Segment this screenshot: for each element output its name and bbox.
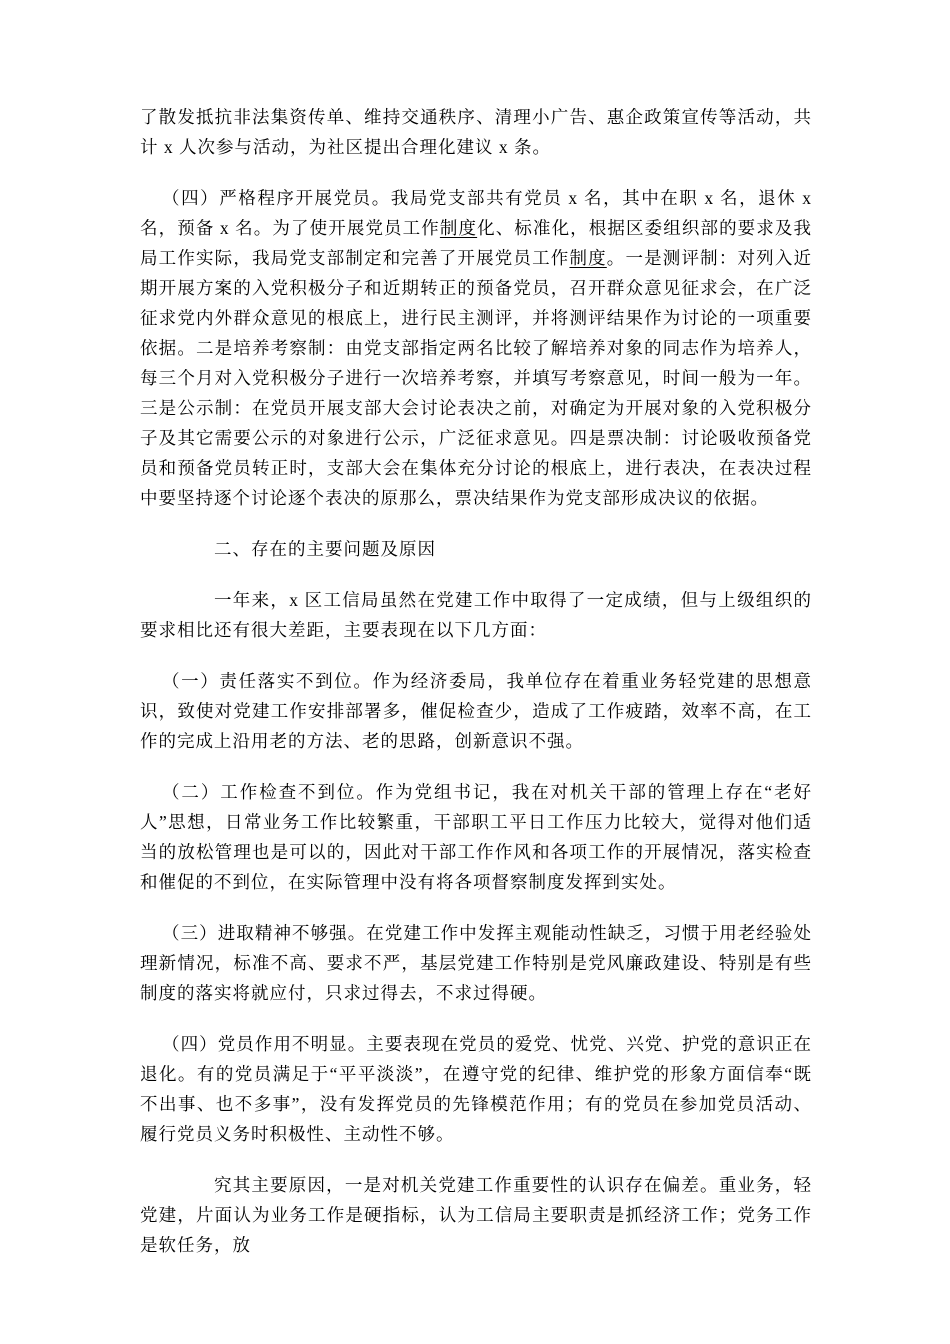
text-run: （一）责任落实不到位。作为经济委局，我单位存在着重业务轻党建的思想意识，致使对党建工作安排部署多，催促检查少，造成了工作疲踏，效率不高，在工作的完成上沿用老的方法、老的思路，创新意识不强。	[140, 671, 812, 751]
text-run: （四）严格程序开展党员。我局党支部共有党员 x 名，其中在职 x 名，退休 x 名，预备 x 名。为了使开展党员工作	[140, 188, 812, 238]
para-problem-2-work-inspection	[140, 777, 812, 897]
text-run: 化、标准化，根据区委组织部的要求及我局工作实际，我局党支部制定和完善了开展党员工作	[140, 218, 813, 268]
text-run: （二）工作检查不到位。作为党组书记，我在对机关干部的管理上存在“老好人”思想，日常业务工作比较繁重，干部职工平日工作压力比较大，觉得对他们适当的放松管理也是可以的，因此对干部工作作风和各项工作的开展情况，落实检查和催促的不到位，在实际管理中没有将各项督察制度发挥到实处。	[140, 782, 812, 892]
text-run: 究其主要原因，一是对机关党建工作重要性的认识存在偏差。重业务，轻党建，片面认为业务工作是硬指标，认为工信局主要职责是抓经济工作；党务工作是软任务，放	[140, 1175, 812, 1255]
document-body	[140, 102, 812, 1260]
text-run: 。一是测评制：对列入近期开展方案的入党积极分子和近期转正的预备党员，召开群众意见征求会，在广泛征求党内外群众意见的根底上，进行民主测评，并将测评结果作为讨论的一项重要依据。二是培养考察制：由党支部指定两名比较了解培养对象的同志作为培养人，每三个月对入党积极分子进行一次培养考察，并填写考察意见，时间一般为一年。三是公示制：在党员开展支部大会讨论表决之前，对确定为开展对象的入党积极分子及其它需要公示的对象进行公示，广泛征求意见。四是票决制：讨论吸收预备党员和预备党员转正时，支部大会在集体充分讨论的根底上，进行表决，在表决过程中要坚持逐个讨论逐个表决的原那么，票决结果作为党支部形成决议的依据。	[140, 248, 813, 508]
para-root-causes	[140, 1170, 812, 1260]
text-run: （四）党员作用不明显。主要表现在党员的爱党、忧党、兴党、护党的意识正在退化。有的党员满足于“平平淡淡”，在遵守党的纪律、维护党的形象方面信奉“既不出事、也不多事”，没有发挥党员的先锋模范作用；有的党员在参加党员活动、履行党员义务时积极性、主动性不够。	[140, 1034, 812, 1144]
heading-section-2-problems-and-causes	[140, 534, 812, 564]
para-overview-gap-with-requirements	[140, 585, 812, 645]
para-problem-1-responsibility	[140, 666, 812, 756]
para-item-4-develop-party-members	[140, 183, 812, 513]
text-run: 了散发抵抗非法集资传单、维持交通秩序、清理小广告、惠企政策宣传等活动，共计 x 人次参与活动，为社区提出合理化建议 x 条。	[140, 107, 812, 157]
para-problem-3-initiative	[140, 918, 812, 1008]
underlined-text-run: 制度	[439, 218, 478, 238]
text-run: 一年来，x 区工信局虽然在党建工作中取得了一定成绩，但与上级组织的要求相比还有很大差距，主要表现在以下几方面：	[140, 590, 812, 640]
para-problem-4-member-role	[140, 1029, 812, 1149]
text-run: 二、存在的主要问题及原因	[214, 539, 436, 559]
underlined-text-run: 制度	[569, 248, 607, 268]
text-run: （三）进取精神不够强。在党建工作中发挥主观能动性缺乏，习惯于用老经验处理新情况，标准不高、要求不严，基层党建工作特别是党风廉政建设、特别是有些制度的落实将就应付，只求过得去，不求过得硬。	[140, 923, 812, 1003]
para-continuation-community-activities	[140, 102, 812, 162]
